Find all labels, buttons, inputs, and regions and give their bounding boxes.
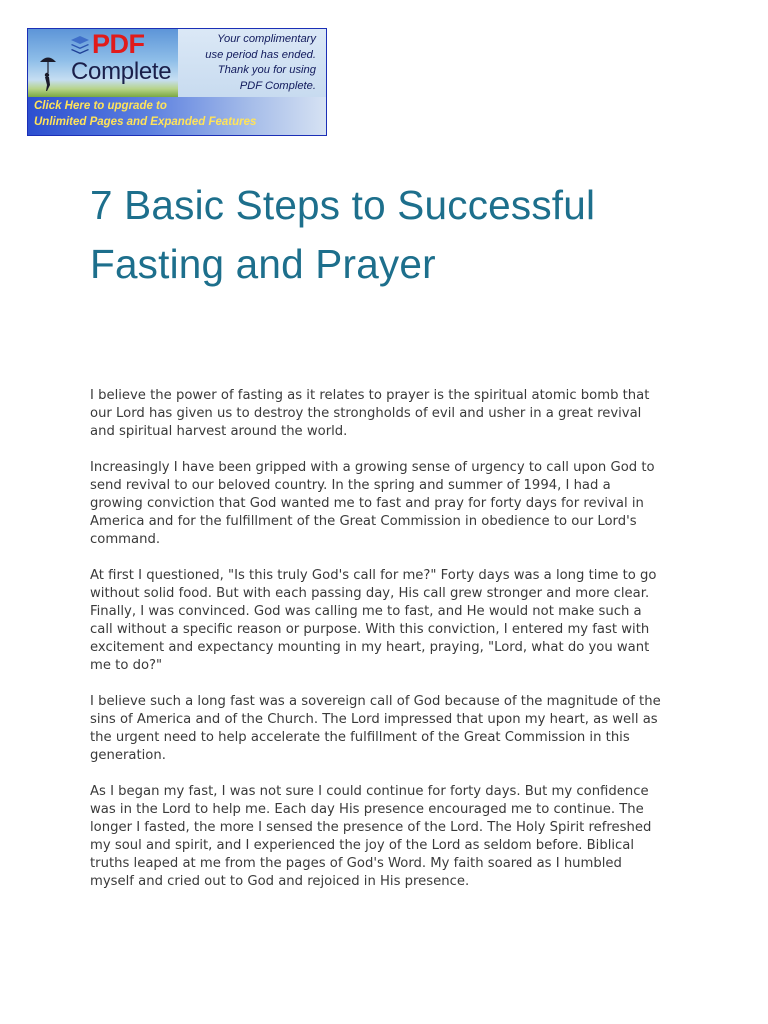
text-line: At first I questioned, "Is this truly God's call for me?" Forty days was a long time to go <box>90 568 657 583</box>
umbrella-figure-icon <box>38 53 58 93</box>
pdf-complete-banner[interactable] <box>27 28 327 136</box>
text-line: call without a specific reason or purpose. With this conviction, I entered my fast with <box>90 622 650 637</box>
paragraph <box>90 459 690 549</box>
text-line: As I began my fast, I was not sure I could continue for forty days. But my confidence <box>90 784 649 799</box>
text-line: our Lord has given us to destroy the strongholds of evil and usher in a great revival <box>90 406 642 421</box>
text-line: growing conviction that God wanted me to fast and pray for forty days for revival in <box>90 496 644 511</box>
text-line: command. <box>90 532 161 547</box>
text-line: and spiritual harvest around the world. <box>90 424 348 439</box>
paragraph <box>90 567 690 675</box>
paragraph <box>90 387 690 441</box>
trial-message-line: Your complimentary <box>217 33 316 45</box>
upgrade-link-line[interactable]: Unlimited Pages and Expanded Features <box>34 116 257 128</box>
text-line: truths leaped at me from the pages of God's Word. My faith soared as I humbled <box>90 856 622 871</box>
text-line: me to do?" <box>90 658 163 673</box>
text-line: Finally, I was convinced. God was calling me to fast, and He would not make such a <box>90 604 642 619</box>
text-line: sins of America and of the Church. The Lord impressed that upon my heart, as well as <box>90 712 658 727</box>
trial-message-line: Thank you for using <box>217 64 316 76</box>
trial-message-line: use period has ended. <box>205 48 316 61</box>
paragraph <box>90 783 690 891</box>
text-line: Increasingly I have been gripped with a growing sense of urgency to call upon God to <box>90 460 655 475</box>
document-body <box>90 387 690 909</box>
document-title <box>90 176 730 294</box>
title-line: Fasting and Prayer <box>90 241 436 287</box>
title-line: 7 Basic Steps to Successful <box>90 182 596 228</box>
upgrade-link[interactable] <box>28 97 326 136</box>
text-line: I believe the power of fasting as it relates to prayer is the spiritual atomic bomb that <box>90 388 650 403</box>
text-line: America and for the fulfillment of the Great Commission in obedience to our Lord's <box>90 514 637 529</box>
text-line: generation. <box>90 748 166 763</box>
paragraph <box>90 693 690 765</box>
text-line: excitement and expectancy mounting in my heart, praying, "Lord, what do you want <box>90 640 650 655</box>
text-line: myself and cried out to God and rejoiced in His presence. <box>90 874 470 889</box>
text-line: without solid food. But with each passing day, His call grew stronger and more clear. <box>90 586 650 601</box>
text-line: longer I fasted, the more I sensed the presence of the Lord. The Holy Spirit refreshed <box>90 820 652 835</box>
brand-complete-text: Complete <box>71 58 172 85</box>
text-line: my soul and spirit, and I experienced the joy of the Lord as seldom before. Biblical <box>90 838 635 853</box>
text-line: send revival to our beloved country. In the spring and summer of 1994, I had a <box>90 478 611 493</box>
text-line: was in the Lord to help me. Each day His presence encouraged me to continue. The <box>90 802 644 817</box>
brand-pdf-text: PDF <box>92 29 145 59</box>
trial-message-line: PDF Complete. <box>239 79 316 92</box>
trial-ended-message <box>156 32 316 94</box>
stacked-layers-icon <box>70 35 90 57</box>
upgrade-link-line[interactable]: Click Here to upgrade to <box>34 100 167 112</box>
text-line: I believe such a long fast was a sovereign call of God because of the magnitude of the <box>90 694 661 709</box>
text-line: the urgent need to help accelerate the fulfillment of the Great Commission in this <box>90 730 630 745</box>
